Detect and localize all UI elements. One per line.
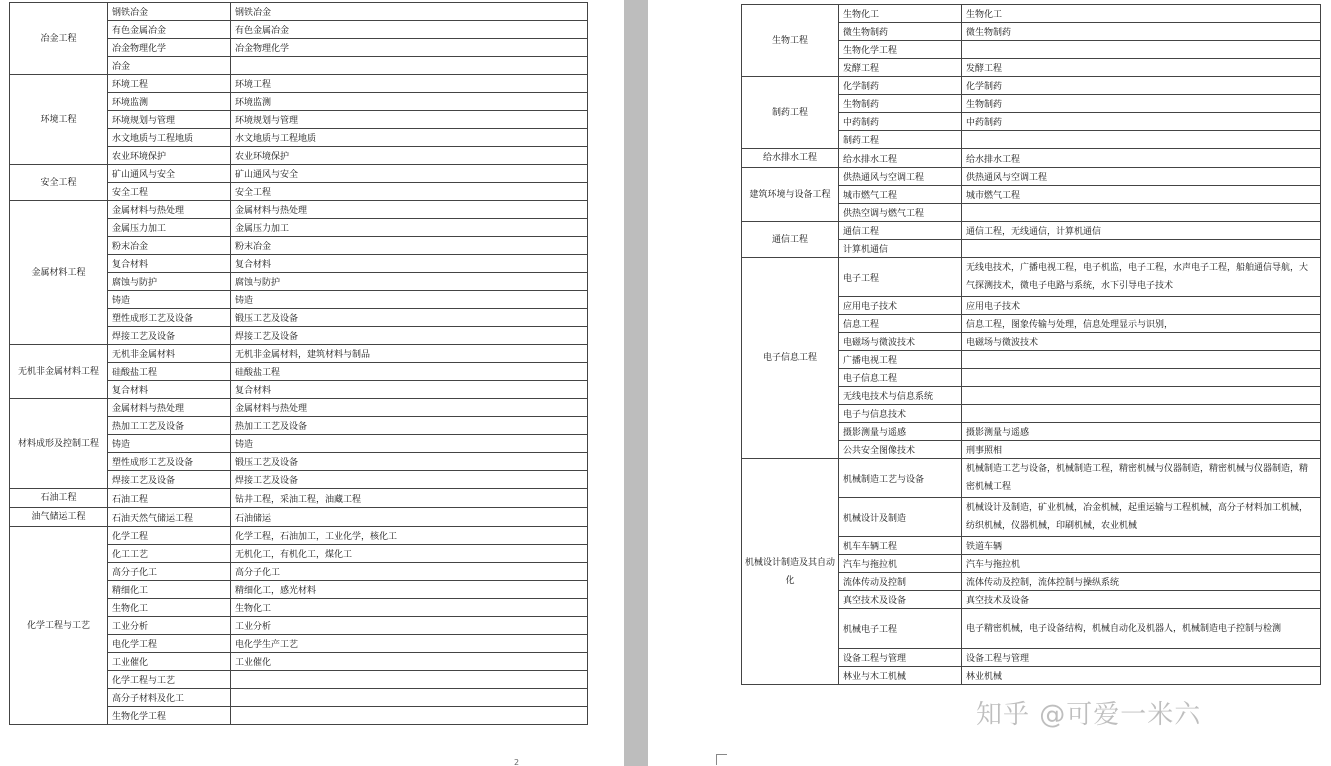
major-cell: 焊接工艺及设备 bbox=[108, 327, 231, 345]
original-major-cell: 铁道车辆 bbox=[962, 537, 1321, 555]
major-table-left bbox=[9, 2, 588, 725]
original-major-cell: 硅酸盐工程 bbox=[231, 363, 588, 381]
major-cell: 无线电技术与信息系统 bbox=[839, 387, 962, 405]
category-cell: 油气储运工程 bbox=[10, 508, 108, 527]
major-cell: 有色金属冶金 bbox=[108, 21, 231, 39]
major-cell: 供热通风与空调工程 bbox=[839, 168, 962, 186]
major-cell: 电子与信息技术 bbox=[839, 405, 962, 423]
original-major-cell: 金属材料与热处理 bbox=[231, 201, 588, 219]
original-major-cell: 高分子化工 bbox=[231, 563, 588, 581]
original-major-cell: 复合材料 bbox=[231, 255, 588, 273]
major-cell: 腐蚀与防护 bbox=[108, 273, 231, 291]
major-cell: 无机非金属材料 bbox=[108, 345, 231, 363]
major-cell: 电化学工程 bbox=[108, 635, 231, 653]
major-cell: 铸造 bbox=[108, 291, 231, 309]
major-table-right bbox=[741, 4, 1321, 685]
watermark-text: 知乎 @可爱一米六 bbox=[976, 700, 1202, 730]
major-cell: 粉末冶金 bbox=[108, 237, 231, 255]
major-cell: 复合材料 bbox=[108, 381, 231, 399]
original-major-cell: 安全工程 bbox=[231, 183, 588, 201]
original-major-cell: 钻井工程，采油工程，油藏工程 bbox=[231, 489, 588, 508]
original-major-cell: 金属材料与热处理 bbox=[231, 399, 588, 417]
major-cell: 环境规划与管理 bbox=[108, 111, 231, 129]
major-cell: 金属材料与热处理 bbox=[108, 201, 231, 219]
original-major-cell: 钢铁冶金 bbox=[231, 3, 588, 21]
original-major-cell bbox=[231, 671, 588, 689]
original-major-cell: 摄影测量与遥感 bbox=[962, 423, 1321, 441]
original-major-cell: 有色金属冶金 bbox=[231, 21, 588, 39]
major-cell: 机械制造工艺与设备 bbox=[839, 459, 962, 498]
original-major-cell: 电子精密机械，电子设备结构，机械自动化及机器人，机械制造电子控制与检测 bbox=[962, 609, 1321, 649]
original-major-cell: 焊接工艺及设备 bbox=[231, 471, 588, 489]
category-cell: 机械设计制造及其自动化 bbox=[742, 459, 839, 685]
original-major-cell: 设备工程与管理 bbox=[962, 649, 1321, 667]
original-major-cell: 汽车与拖拉机 bbox=[962, 555, 1321, 573]
major-cell: 塑性成形工艺及设备 bbox=[108, 453, 231, 471]
major-cell: 工业分析 bbox=[108, 617, 231, 635]
original-major-cell bbox=[962, 41, 1321, 59]
table-row bbox=[742, 459, 1321, 498]
original-major-cell bbox=[231, 707, 588, 725]
original-major-cell bbox=[962, 240, 1321, 258]
table-row bbox=[10, 399, 588, 417]
original-major-cell: 城市燃气工程 bbox=[962, 186, 1321, 204]
category-cell: 冶金工程 bbox=[10, 3, 108, 75]
original-major-cell bbox=[962, 405, 1321, 423]
original-major-cell: 农业环境保护 bbox=[231, 147, 588, 165]
major-cell: 微生物制药 bbox=[839, 23, 962, 41]
original-major-cell: 腐蚀与防护 bbox=[231, 273, 588, 291]
crop-mark bbox=[716, 754, 727, 765]
document-page-left bbox=[0, 0, 624, 766]
major-cell: 应用电子技术 bbox=[839, 297, 962, 315]
page-gutter bbox=[624, 0, 648, 766]
major-cell: 塑性成形工艺及设备 bbox=[108, 309, 231, 327]
original-major-cell: 工业分析 bbox=[231, 617, 588, 635]
major-cell: 城市燃气工程 bbox=[839, 186, 962, 204]
original-major-cell: 通信工程，无线通信，计算机通信 bbox=[962, 222, 1321, 240]
original-major-cell: 中药制药 bbox=[962, 113, 1321, 131]
major-cell: 发酵工程 bbox=[839, 59, 962, 77]
original-major-cell: 给水排水工程 bbox=[962, 149, 1321, 168]
table-body-left bbox=[10, 3, 588, 725]
table-row bbox=[10, 527, 588, 545]
original-major-cell bbox=[962, 387, 1321, 405]
original-major-cell: 生物化工 bbox=[231, 599, 588, 617]
original-major-cell: 环境规划与管理 bbox=[231, 111, 588, 129]
major-cell: 金属压力加工 bbox=[108, 219, 231, 237]
category-cell: 安全工程 bbox=[10, 165, 108, 201]
original-major-cell: 电化学生产工艺 bbox=[231, 635, 588, 653]
original-major-cell: 焊接工艺及设备 bbox=[231, 327, 588, 345]
major-cell: 安全工程 bbox=[108, 183, 231, 201]
original-major-cell: 无线电技术，广播电视工程，电子机监，电子工程，水声电子工程，船舶通信导航，大气探测技术，微电子电路与系统，水下引导电子技术 bbox=[962, 258, 1321, 297]
original-major-cell: 供热通风与空调工程 bbox=[962, 168, 1321, 186]
major-cell: 电子信息工程 bbox=[839, 369, 962, 387]
major-cell: 焊接工艺及设备 bbox=[108, 471, 231, 489]
category-cell: 建筑环境与设备工程 bbox=[742, 168, 839, 222]
table-row bbox=[10, 75, 588, 93]
original-major-cell: 环境工程 bbox=[231, 75, 588, 93]
table-row bbox=[742, 258, 1321, 297]
table-row bbox=[10, 508, 588, 527]
document-page-right bbox=[648, 0, 1331, 766]
major-cell: 热加工工艺及设备 bbox=[108, 417, 231, 435]
original-major-cell: 生物制药 bbox=[962, 95, 1321, 113]
major-cell: 供热空调与燃气工程 bbox=[839, 204, 962, 222]
category-cell: 化学工程与工艺 bbox=[10, 527, 108, 725]
original-major-cell: 流体传动及控制，流体控制与操纵系统 bbox=[962, 573, 1321, 591]
original-major-cell: 林业机械 bbox=[962, 667, 1321, 685]
original-major-cell: 锻压工艺及设备 bbox=[231, 453, 588, 471]
major-cell: 高分子材料及化工 bbox=[108, 689, 231, 707]
major-cell: 生物化工 bbox=[839, 5, 962, 23]
original-major-cell bbox=[962, 351, 1321, 369]
major-cell: 汽车与拖拉机 bbox=[839, 555, 962, 573]
major-cell: 设备工程与管理 bbox=[839, 649, 962, 667]
major-cell: 铸造 bbox=[108, 435, 231, 453]
major-cell: 矿山通风与安全 bbox=[108, 165, 231, 183]
table-row bbox=[10, 489, 588, 508]
category-cell: 生物工程 bbox=[742, 5, 839, 77]
major-cell: 复合材料 bbox=[108, 255, 231, 273]
major-cell: 通信工程 bbox=[839, 222, 962, 240]
major-cell: 公共安全图像技术 bbox=[839, 441, 962, 459]
table-row bbox=[10, 3, 588, 21]
original-major-cell: 信息工程，图象传输与处理，信息处理显示与识别， bbox=[962, 315, 1321, 333]
original-major-cell: 工业催化 bbox=[231, 653, 588, 671]
original-major-cell: 石油储运 bbox=[231, 508, 588, 527]
major-cell: 水文地质与工程地质 bbox=[108, 129, 231, 147]
major-cell: 农业环境保护 bbox=[108, 147, 231, 165]
table-row bbox=[742, 77, 1321, 95]
original-major-cell: 环境监测 bbox=[231, 93, 588, 111]
major-cell: 化学工程 bbox=[108, 527, 231, 545]
category-cell: 金属材料工程 bbox=[10, 201, 108, 345]
major-cell: 环境监测 bbox=[108, 93, 231, 111]
table-row bbox=[742, 149, 1321, 168]
table-body-right bbox=[742, 5, 1321, 685]
original-major-cell bbox=[962, 369, 1321, 387]
major-cell: 计算机通信 bbox=[839, 240, 962, 258]
major-cell: 摄影测量与遥感 bbox=[839, 423, 962, 441]
category-cell: 无机非金属材料工程 bbox=[10, 345, 108, 399]
original-major-cell: 无机非金属材料，建筑材料与制品 bbox=[231, 345, 588, 363]
original-major-cell: 机械制造工艺与设备，机械制造工程，精密机械与仪器制造，精密机械与仪器制造，精密机械工程 bbox=[962, 459, 1321, 498]
major-cell: 化学制药 bbox=[839, 77, 962, 95]
major-cell: 电磁场与微波技术 bbox=[839, 333, 962, 351]
original-major-cell: 金属压力加工 bbox=[231, 219, 588, 237]
original-major-cell: 铸造 bbox=[231, 435, 588, 453]
major-cell: 高分子化工 bbox=[108, 563, 231, 581]
major-cell: 硅酸盐工程 bbox=[108, 363, 231, 381]
page-number: 2 bbox=[514, 758, 520, 766]
original-major-cell: 粉末冶金 bbox=[231, 237, 588, 255]
table-row bbox=[742, 168, 1321, 186]
original-major-cell: 铸造 bbox=[231, 291, 588, 309]
major-cell: 机车车辆工程 bbox=[839, 537, 962, 555]
category-cell: 给水排水工程 bbox=[742, 149, 839, 168]
original-major-cell: 发酵工程 bbox=[962, 59, 1321, 77]
table-row bbox=[10, 165, 588, 183]
original-major-cell: 水文地质与工程地质 bbox=[231, 129, 588, 147]
table-row bbox=[10, 345, 588, 363]
major-cell: 冶金 bbox=[108, 57, 231, 75]
major-cell: 机械设计及制造 bbox=[839, 498, 962, 537]
major-cell: 信息工程 bbox=[839, 315, 962, 333]
category-cell: 材料成形及控制工程 bbox=[10, 399, 108, 489]
original-major-cell bbox=[231, 57, 588, 75]
original-major-cell: 真空技术及设备 bbox=[962, 591, 1321, 609]
original-major-cell: 热加工工艺及设备 bbox=[231, 417, 588, 435]
major-cell: 机械电子工程 bbox=[839, 609, 962, 649]
major-cell: 电子工程 bbox=[839, 258, 962, 297]
major-cell: 真空技术及设备 bbox=[839, 591, 962, 609]
original-major-cell bbox=[962, 131, 1321, 149]
original-major-cell: 生物化工 bbox=[962, 5, 1321, 23]
original-major-cell: 刑事照相 bbox=[962, 441, 1321, 459]
original-major-cell: 微生物制药 bbox=[962, 23, 1321, 41]
major-cell: 流体传动及控制 bbox=[839, 573, 962, 591]
original-major-cell: 机械设计及制造，矿业机械，冶金机械，起重运输与工程机械，高分子材料加工机械，纺织机械，仪器机械，印刷机械，农业机械 bbox=[962, 498, 1321, 537]
category-cell: 制药工程 bbox=[742, 77, 839, 149]
table-row bbox=[742, 5, 1321, 23]
original-major-cell: 复合材料 bbox=[231, 381, 588, 399]
major-cell: 金属材料与热处理 bbox=[108, 399, 231, 417]
category-cell: 电子信息工程 bbox=[742, 258, 839, 459]
original-major-cell: 矿山通风与安全 bbox=[231, 165, 588, 183]
major-cell: 石油天然气储运工程 bbox=[108, 508, 231, 527]
original-major-cell bbox=[962, 204, 1321, 222]
major-cell: 林业与木工机械 bbox=[839, 667, 962, 685]
major-cell: 精细化工 bbox=[108, 581, 231, 599]
major-cell: 广播电视工程 bbox=[839, 351, 962, 369]
major-cell: 石油工程 bbox=[108, 489, 231, 508]
original-major-cell: 冶金物理化学 bbox=[231, 39, 588, 57]
major-cell: 环境工程 bbox=[108, 75, 231, 93]
major-cell: 制药工程 bbox=[839, 131, 962, 149]
major-cell: 给水排水工程 bbox=[839, 149, 962, 168]
table-row bbox=[10, 201, 588, 219]
major-cell: 钢铁冶金 bbox=[108, 3, 231, 21]
major-cell: 生物化工 bbox=[108, 599, 231, 617]
major-cell: 生物化学工程 bbox=[839, 41, 962, 59]
major-cell: 中药制药 bbox=[839, 113, 962, 131]
major-cell: 生物化学工程 bbox=[108, 707, 231, 725]
original-major-cell: 化学工程，石油加工，工业化学，核化工 bbox=[231, 527, 588, 545]
original-major-cell: 电磁场与微波技术 bbox=[962, 333, 1321, 351]
major-cell: 生物制药 bbox=[839, 95, 962, 113]
original-major-cell: 应用电子技术 bbox=[962, 297, 1321, 315]
major-cell: 化工工艺 bbox=[108, 545, 231, 563]
major-cell: 化学工程与工艺 bbox=[108, 671, 231, 689]
original-major-cell: 精细化工，感光材料 bbox=[231, 581, 588, 599]
category-cell: 环境工程 bbox=[10, 75, 108, 165]
major-cell: 冶金物理化学 bbox=[108, 39, 231, 57]
original-major-cell: 锻压工艺及设备 bbox=[231, 309, 588, 327]
major-cell: 工业催化 bbox=[108, 653, 231, 671]
original-major-cell: 化学制药 bbox=[962, 77, 1321, 95]
category-cell: 通信工程 bbox=[742, 222, 839, 258]
table-row bbox=[742, 222, 1321, 240]
original-major-cell: 无机化工，有机化工，煤化工 bbox=[231, 545, 588, 563]
category-cell: 石油工程 bbox=[10, 489, 108, 508]
original-major-cell bbox=[231, 689, 588, 707]
